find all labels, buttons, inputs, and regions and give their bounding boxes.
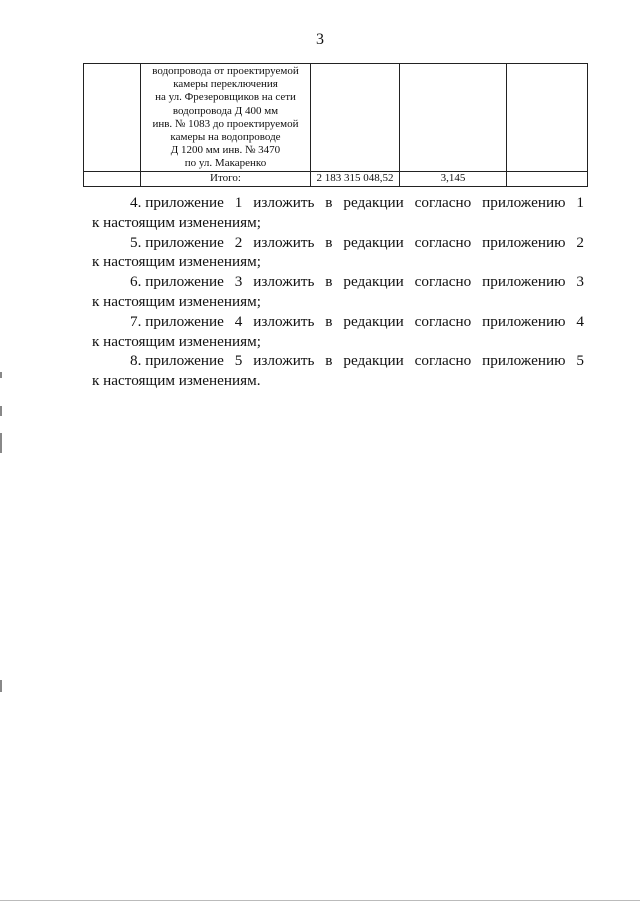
description-line: инв. № 1083 до проектируемой [152,117,299,130]
word: 4 [576,312,584,330]
table-cell-empty [507,64,588,172]
description-cell [141,64,311,172]
scan-margin-mark [0,680,2,692]
word: согласно [414,352,472,370]
amendment-continuation: к настоящим изменениям; [92,292,261,310]
word: изложить [253,194,315,211]
word: 2 [234,233,243,251]
word: в [325,312,333,330]
word: изложить [253,273,315,291]
amendment-continuation: к настоящим изменениям; [92,253,261,271]
scan-margin-mark [0,372,2,378]
description-line: камеры на водопроводе [170,131,281,144]
description-line: водопровода Д 400 мм [172,104,279,117]
word: 5 [234,352,243,370]
word: в [325,194,333,211]
word: 3 [576,273,584,291]
amendment-item [92,272,584,312]
total-length: 3,145 [400,171,507,186]
amendment-line [92,193,584,213]
amendment-line [92,351,584,371]
scan-bottom-edge [0,900,640,901]
table-cell-empty [84,171,141,186]
word: редакции [343,352,404,370]
word: 7. приложение [130,312,224,330]
word: согласно [414,233,472,251]
amendment-item [92,233,584,273]
word: 8. приложение [130,352,224,370]
word: 6. приложение [130,273,224,291]
word: 2 [576,233,584,251]
word: согласно [414,194,472,211]
total-amount: 2 183 315 048,52 [311,171,400,186]
table-cell-empty [400,64,507,172]
word: изложить [253,352,315,370]
amendment-continuation: к настоящим изменениям; [92,332,261,350]
amendment-item [92,312,584,352]
word: приложению [482,194,566,211]
scan-margin-mark [0,406,2,416]
word: приложению [482,352,566,370]
amendment-line [92,312,584,332]
amendment-item [92,351,584,391]
amendment-line [92,272,584,292]
description-line: по ул. Макаренко [184,157,267,170]
page-number: 3 [316,31,324,48]
total-row [84,171,588,186]
scan-margin-mark [0,433,2,453]
word: изложить [253,312,315,330]
description-line: на ул. Фрезеровщиков на сети [155,91,296,104]
table-cell-empty [84,64,141,172]
amendment-continuation: к настоящим изменениям. [92,372,261,390]
description-line: водопровода от проектируемой [152,65,299,77]
word: в [325,233,333,251]
word: приложению [482,273,566,291]
total-label: Итого: [141,171,311,186]
word: 4. приложение [130,194,224,211]
word: редакции [343,273,404,291]
amendment-line [92,233,584,253]
word: редакции [343,312,404,330]
word: 4 [234,312,243,330]
word: согласно [414,273,472,291]
word: согласно [414,312,472,330]
word: 1 [234,194,243,211]
amendment-continuation: к настоящим изменениям; [92,213,261,231]
description-line: Д 1200 мм инв. № 3470 [170,144,281,157]
word: 5 [576,352,584,370]
amendment-list [92,193,584,391]
word: 3 [234,273,243,291]
amendment-item [92,193,584,233]
word: приложению [482,233,566,251]
table-row [84,64,588,172]
word: 5. приложение [130,233,224,251]
table-cell-empty [311,64,400,172]
word: редакции [343,194,404,211]
word: изложить [253,233,315,251]
data-table [83,63,588,187]
word: в [325,352,333,370]
word: приложению [482,312,566,330]
description-line: камеры переключения [173,78,278,91]
word: 1 [576,194,584,211]
word: редакции [343,233,404,251]
table-cell-empty [507,171,588,186]
word: в [325,273,333,291]
